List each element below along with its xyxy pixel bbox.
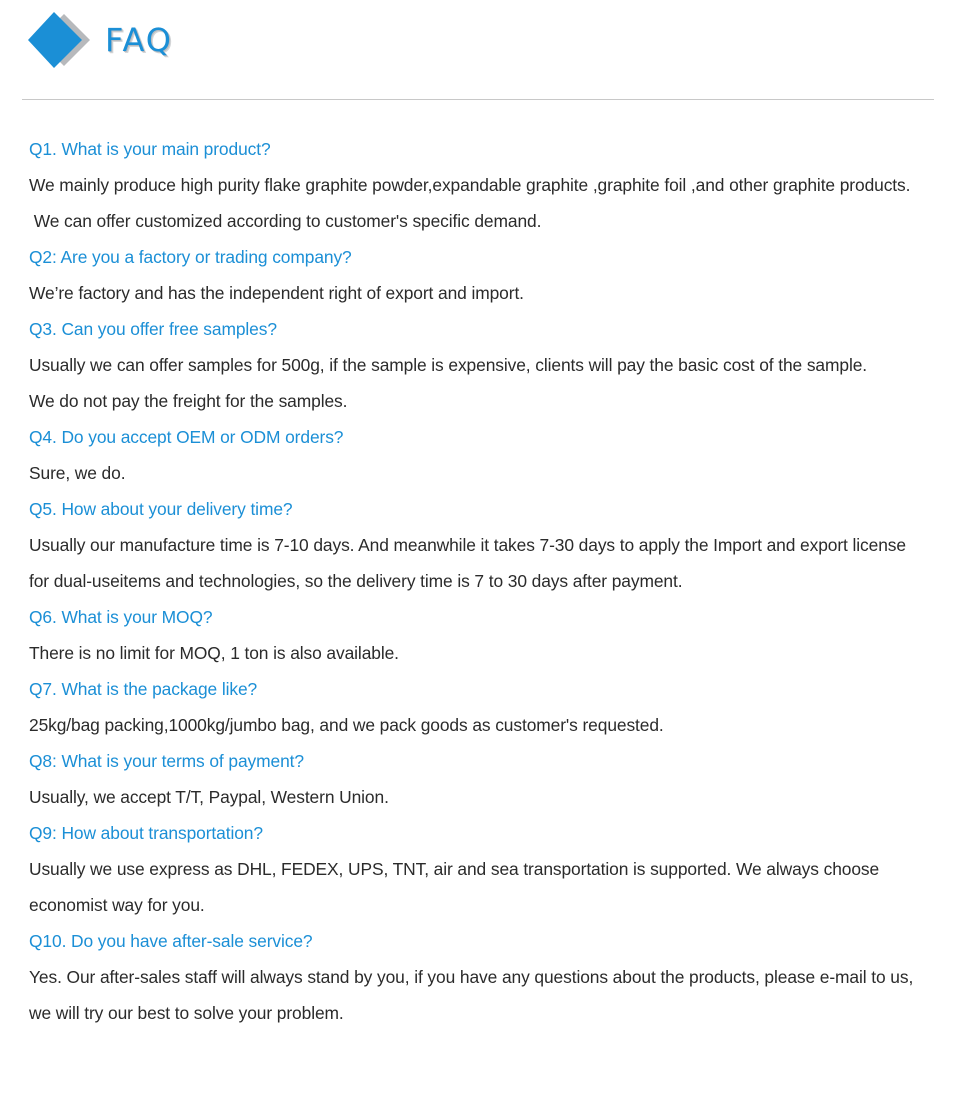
faq-list: [29, 131, 944, 1031]
faq-answer-line: Yes. Our after-sales staff will always stand by you, if you have any questions about the products, please e-mail to us,: [29, 967, 914, 987]
faq-question: Q1. What is your main product?: [29, 139, 271, 159]
faq-question: Q10. Do you have after-sale service?: [29, 931, 313, 951]
faq-question: Q9: How about transportation?: [29, 823, 263, 843]
faq-answer-line: for dual-useitems and technologies, so the delivery time is 7 to 30 days after payment.: [29, 571, 683, 591]
faq-answer-line: There is no limit for MOQ, 1 ton is also available.: [29, 643, 399, 663]
faq-answer-line: We do not pay the freight for the samples.: [29, 391, 348, 411]
faq-answer-line: We’re factory and has the independent right of export and import.: [29, 283, 524, 303]
faq-header: [28, 12, 428, 68]
faq-question: Q4. Do you accept OEM or ODM orders?: [29, 427, 344, 447]
diamond-logo-icon: [28, 12, 90, 68]
faq-answer-line: Sure, we do.: [29, 463, 126, 483]
faq-answer-line: Usually our manufacture time is 7-10 days. And meanwhile it takes 7-30 days to apply the Import and export license: [29, 535, 906, 555]
header-divider: [22, 99, 934, 100]
page-title: FAQ: [105, 21, 173, 59]
faq-question: Q7. What is the package like?: [29, 679, 258, 699]
faq-question: Q6. What is your MOQ?: [29, 607, 213, 627]
faq-answer-line: Usually, we accept T/T, Paypal, Western Union.: [29, 787, 389, 807]
faq-question: Q2: Are you a factory or trading company?: [29, 247, 352, 267]
faq-question: Q3. Can you offer free samples?: [29, 319, 277, 339]
faq-answer-line: 25kg/bag packing,1000kg/jumbo bag, and we pack goods as customer's requested.: [29, 715, 664, 735]
faq-question: Q8: What is your terms of payment?: [29, 751, 304, 771]
faq-answer-line: we will try our best to solve your problem.: [29, 1003, 344, 1023]
faq-answer-line: We can offer customized according to customer's specific demand.: [29, 211, 542, 231]
faq-answer-line: Usually we can offer samples for 500g, if the sample is expensive, clients will pay the basic cost of the sample.: [29, 355, 868, 375]
faq-answer-line: economist way for you.: [29, 895, 205, 915]
faq-answer-line: Usually we use express as DHL, FEDEX, UPS, TNT, air and sea transportation is supported. We always choose: [29, 859, 880, 879]
faq-answer-line: We mainly produce high purity flake graphite powder,expandable graphite ,graphite foil ,and other graphite products.: [29, 175, 911, 195]
faq-question: Q5. How about your delivery time?: [29, 499, 293, 519]
